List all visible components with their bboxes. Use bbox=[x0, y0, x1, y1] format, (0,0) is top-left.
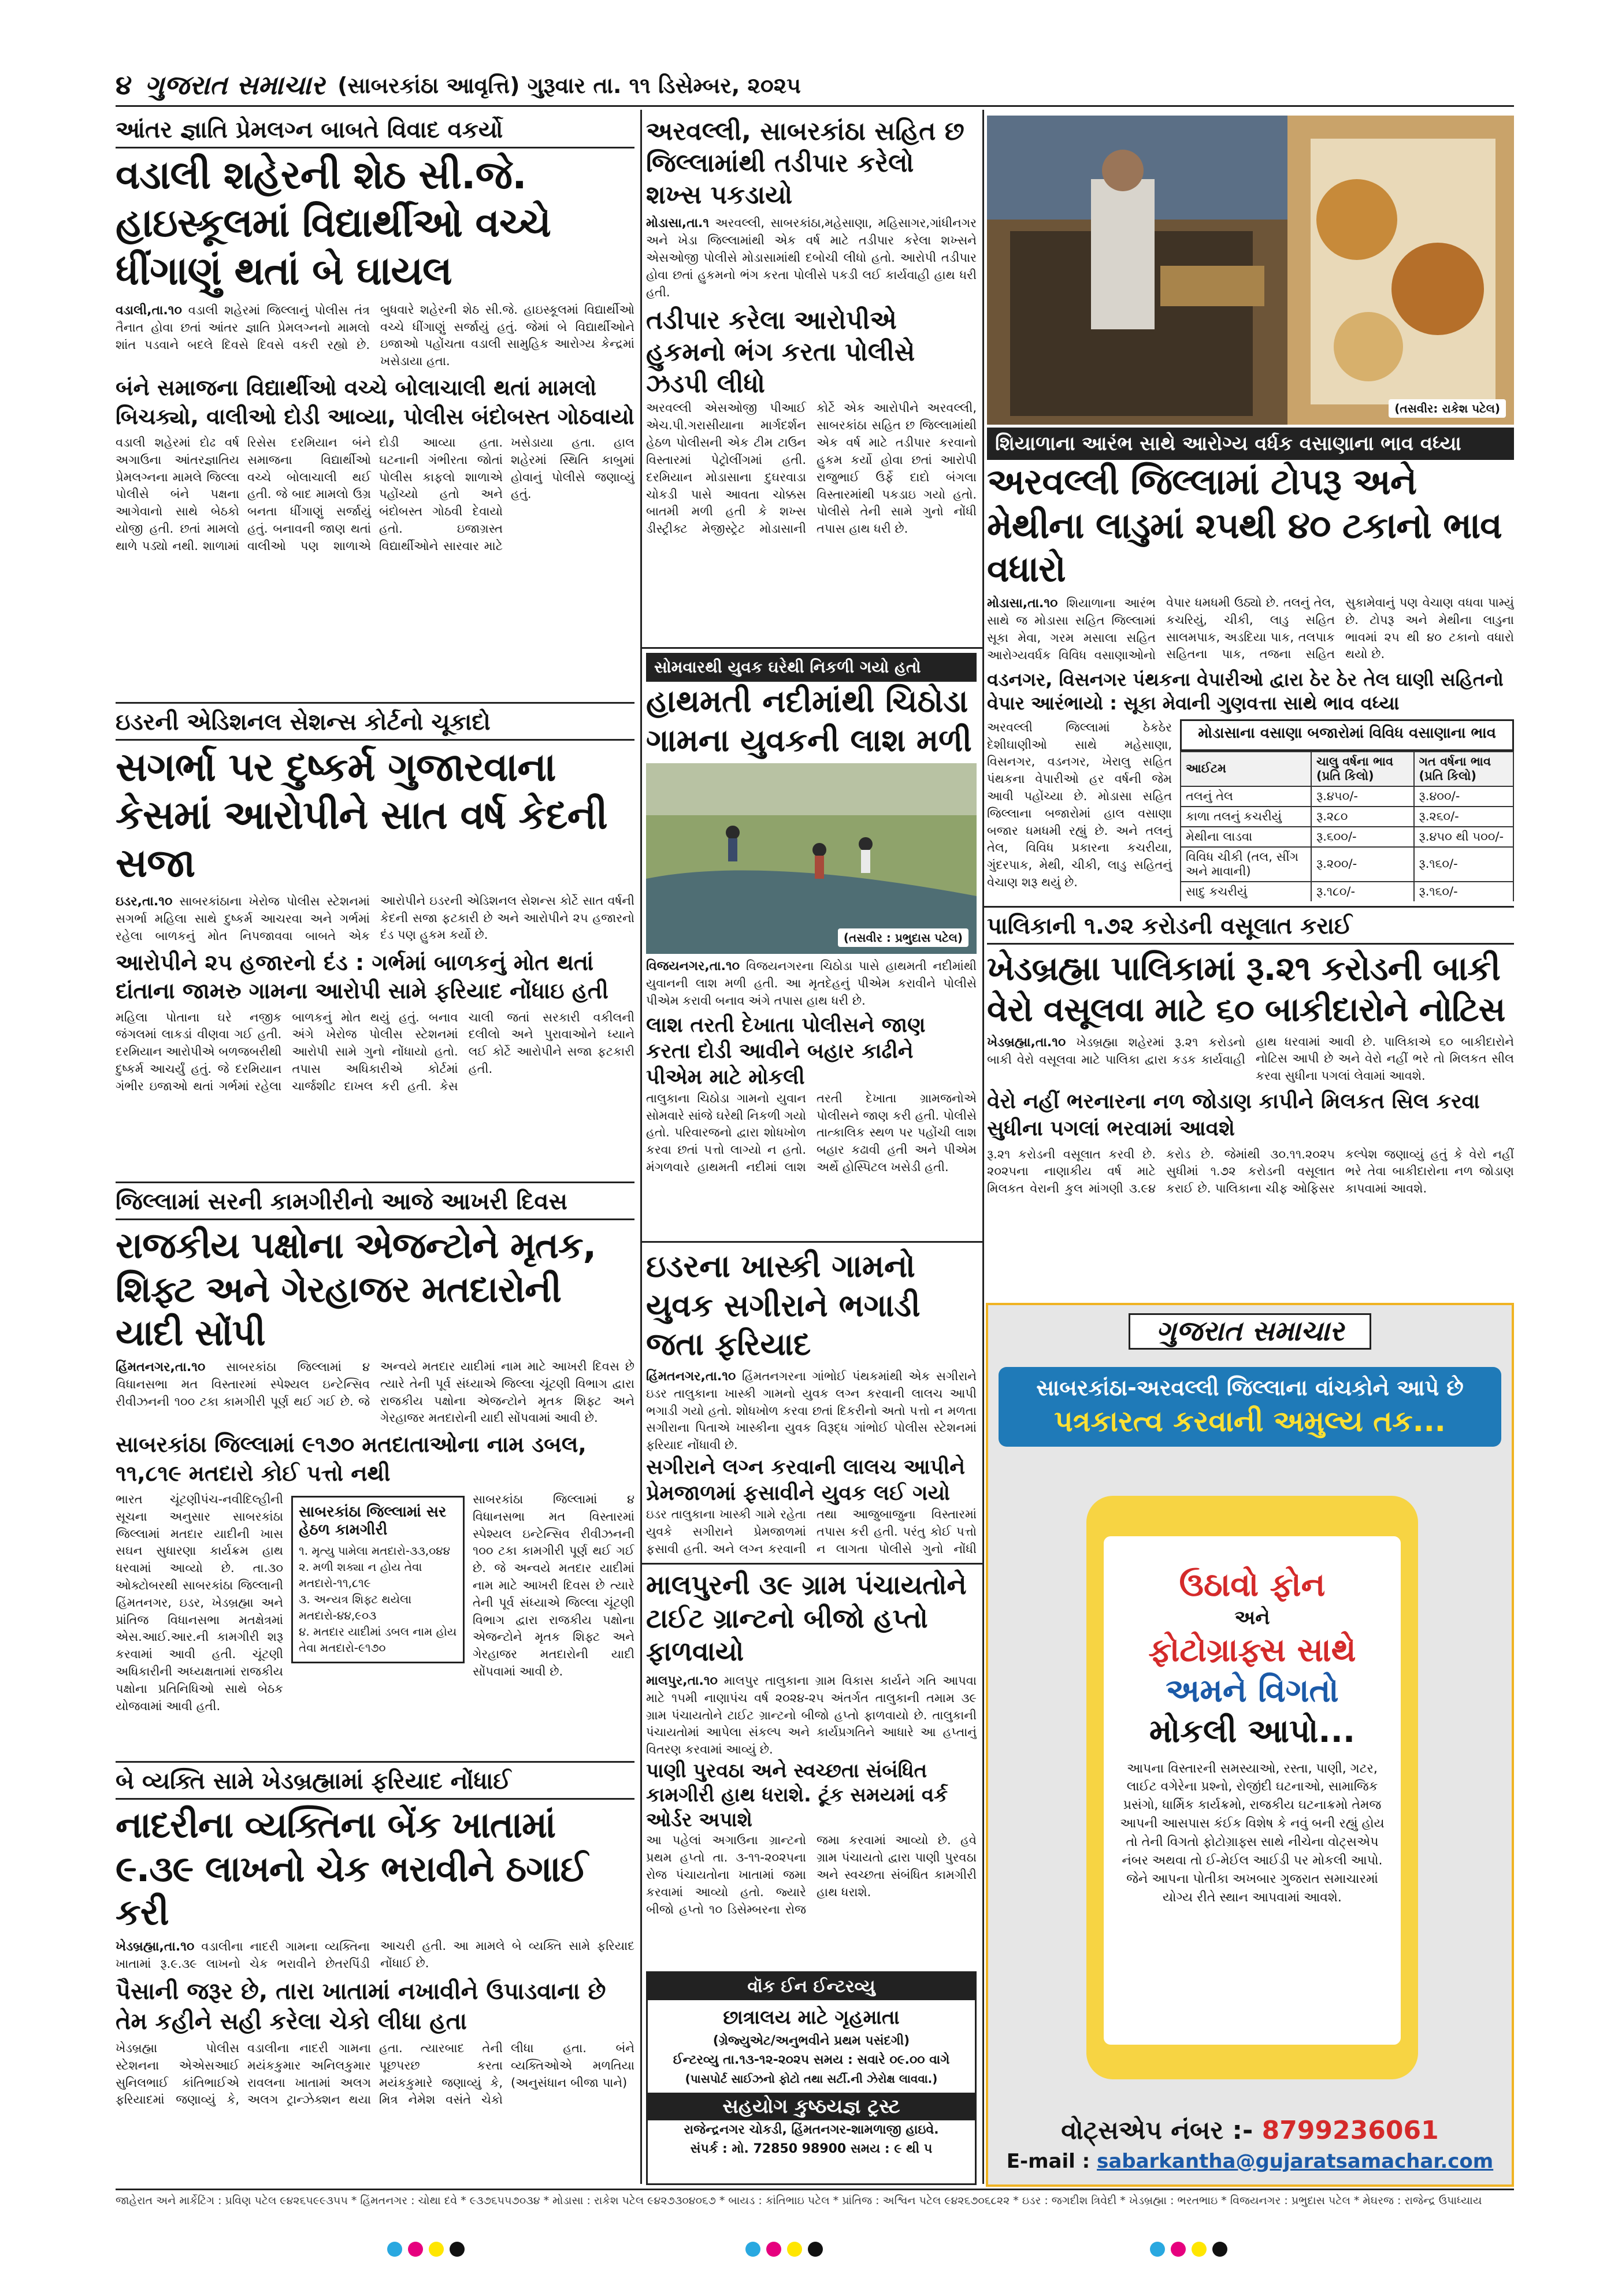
river-scene-image bbox=[646, 763, 977, 954]
promo-line1: સાબરકાંઠા-અરવલ્લી જિલ્લાના વાંચકોને આપે છે bbox=[1036, 1375, 1464, 1400]
story-lead-text: શિયાળાના આરંભ સાથે જ મોડાસા સહિત જિલ્લામાં સૂકા મેવા, ગરમ મસાલા સહિત આરોગ્યવર્ધક વિવિધ વસાણાઓનો વેપાર ધમધમી ઉઠ્યો છે. તલનું તેલ, કચરિયું, ચીકી, લાડુ સહિત સાલમપાક, અડદિયા પાક, તલપાક સહિતના પાક, તજના સહિત સુકામેવાનું પણ વેચાણ વધવા પામ્યું છે. ટોપરૂ અને મેથીના લાડુના ભાવમાં ૨૫ થી ૪૦ ટકાનો વધારો થયો છે. bbox=[987, 595, 1514, 662]
price-table-box bbox=[1180, 719, 1514, 901]
reporter-invite-promo bbox=[986, 1303, 1514, 2187]
promo-contact bbox=[988, 2116, 1512, 2173]
ad-post: છાત્રાલય માટે ગૃહમાતા bbox=[723, 2006, 900, 2029]
story-lead-text: અરવલ્લી, સાબરકાંઠા,મહેસાણા, મહિસાગર,ગાંધીનગર અને ખેડા જિલ્લામાંથી એક વર્ષ માટે તડીપાર કરેલા શખ્સને એસઓજી પોલીસે મોડાસામાંથી દબોચી લીધો હતો. આરોપી તડીપાર હોવા છતાં હુકમનો ભંગ કરતા પોલીસે પકડી લઈ કાર્યવાહી હાથ ધરી હતી. bbox=[646, 216, 977, 299]
story-kicker: ઇડરના ખાસ્કી ગામનો યુવક સગીરાને ભગાડી જતા ફરિયાદ bbox=[646, 1248, 921, 1362]
infobox-item: ૧. મૃત્યુ પામેલા મતદારો-૩૩,૦૪૪ bbox=[299, 1543, 450, 1558]
infobox-item: ૨. મળી શક્યા ન હોય તેવા મતદારો-૧૧,૮૧૯ bbox=[299, 1559, 422, 1590]
story-dateline: વિજયનગર,તા.૧૦ bbox=[646, 959, 740, 974]
story-body: અરવલ્લી એસઓજી પીઆઈ એચ.પી.ગરાસીયાના માર્ગદર્શન હેઠળ પોલીસની એક ટીમ ટાઉન વિસ્તારમાં પેટ્રોલીંગમાં હતી. દરમિયાન મોડાસાના દુઘરવાડા ચોકડી પાસે આવતા ચોક્કસ બાતમી મળી હતી કે શખ્સ ડીસ્ટ્રીક્ટ મેજીસ્ટ્રેટ મોડાસાની કોર્ટે એક આરોપીને અરવલ્લી, સાબરકાંઠા સહિત છ જિલ્લામાંથી એક વર્ષ માટે તડીપાર કરવાનો હુકમ કર્યો હોવા છતાં આરોપી રાજુભાઈ ઉર્ફે દાદો બંગલા વિસ્તારમાંથી પકડાઇ ગયો હતો. પોલીસે તેની સામે ગુનો નોંધી તપાસ હાથ ધરી છે. bbox=[646, 401, 977, 536]
story-lead-text: ખેડબ્રહ્મા શહેરમાં રૂ.૨૧ કરોડનો બાકી વેરો વસૂલવા માટે પાલિકા દ્વારા કડક કાર્યવાહી હાથ ધરવામાં આવી છે. પાલિકાએ ૬૦ બાકીદારોને નોટિસ આપી છે અને વેરો નહીં ભરે તો મિલકત સીલ કરવા સુધીના પગલાં લેવામાં આવશે. bbox=[987, 1034, 1514, 1083]
photo-vasana-market bbox=[987, 116, 1514, 425]
story-kicker: પાલિકાની ૧.૭૨ કરોડની વસૂલાત કરાઈ bbox=[987, 912, 1514, 945]
story-subhead: સાબરકાંઠા જિલ્લામાં ૯૧૭૦ મતદાતાઓના નામ ડબલ, ૧૧,૮૧૯ મતદારો કોઈ પત્તો નથી bbox=[116, 1432, 587, 1486]
page-number: ૪ bbox=[116, 69, 132, 101]
story-kidnapping-complaint bbox=[646, 1247, 977, 1559]
reg-dot-cyan bbox=[1150, 2242, 1165, 2257]
section-rule bbox=[116, 1761, 634, 1763]
story-vasana-prices bbox=[987, 428, 1514, 901]
story-subhead: વડનગર, વિસનગર પંથકના વેપારીઓ દ્વારા ઠેર ઠેર તેલ ઘાણી સહિતનો વેપાર આરંભાયો : સૂકા મેવાની ગુણવત્તા સાથે ભાવ વધ્યા bbox=[987, 668, 1504, 715]
story-dateline: હિંમતનગર,તા.૧૦ bbox=[116, 1359, 206, 1374]
story-dateline: હિંમતનગર,તા.૧૦ bbox=[646, 1369, 736, 1384]
price-previous: રૂ.૧૬૦/- bbox=[1414, 882, 1513, 901]
reg-dot-magenta bbox=[408, 2242, 423, 2257]
story-body: ખેડબ્રહ્મા પોલીસ સ્ટેશનના એએસઆઈ સુનિલભાઈ કાંતિભાઈએ ફરિયાદમાં જણાવ્યું કે, વડાલીના નાદરી ગામના મયંકકુમાર અનિલકુમાર રાવલના ખાતામાં અલગ અલગ ટ્રાન્ઝેક્શન થયા હતા. ત્યારબાદ તેની પૂછપરછ કરતા મયંકકુમારે જણાવ્યું કે, મિત્ર નેમેશ વસંતે ચેકો લીધા હતા. બંને વ્યક્તિઓએ મળતિયા (અનુસંધાન બીજા પાને) bbox=[116, 2041, 634, 2107]
reg-dot-black bbox=[450, 2242, 465, 2257]
story-body: ઇડર તાલુકાના ખાસ્કી ગામે રહેતા યુવકે સગીરાને પ્રેમજાળમાં ફસાવી હતી. અને લગ્ન કરવાની તથા આજુબાજુના વિસ્તારમાં તપાસ કરી હતી. પરંતુ કોઈ પત્તો ન લાગતા પોલીસે ગુનો નોંધી bbox=[646, 1507, 977, 1556]
story-kicker: ઇડરની એડિશનલ સેશન્સ કોર્ટનો ચૂકાદો bbox=[116, 708, 634, 741]
price-current: રૂ.૧૮૦/- bbox=[1311, 882, 1413, 901]
story-body-continued: સાબરકાંઠા જિલ્લામાં ૪ વિધાનસભા મત વિસ્તારમાં સ્પેશ્યલ ઇન્ટેન્સિવ રીવીઝનની ૧૦૦ ટકા કામગીરી પૂર્ણ થઈ ગઈ છે. જે અન્વયે મતદાર યાદીમાં નામ માટે આખરી દિવસ છે ત્યારે તેની પૂર્વ સંધ્યાએ જિલ્લા ચૂંટણી વિભાગ દ્વારા રાજકીય પક્ષોના એજન્ટોને મૃતક શિફ્ટ અને ગેરહાજર મતદારોની યાદી સોંપવામાં આવી છે. bbox=[473, 1492, 634, 1679]
story-body: વડાલી શહેરમાં દોઢ વર્ષ અગાઉના આંતરજ્ઞાતિય પ્રેમલગ્નના મામલે જિલ્લા પોલીસે બંને પક્ષના આગેવાનો સાથે બેઠકો યોજી હતી. છતાં મામલો થાળે પડ્યો નથી. શાળામાં રિસેસ દરમિયાન બંને સમાજના વિદ્યાર્થીઓ વચ્ચે બોલાચાલી થઈ હતી. જે બાદ મામલો ઉગ્ર બનતા ધીંગાણું સર્જાયું હતું. બનાવની જાણ થતાં વાલીઓ પણ શાળાએ દોડી આવ્યા હતા. ઘટનાની ગંભીરતા જોતાં પોલીસ કાફલો શાળાએ પહોંચ્યો હતો અને બંદોબસ્ત ગોઠવી દેવાયો હતો. ઇજાગ્રસ્ત વિદ્યાર્થીઓને સારવાર માટે ખસેડાયા હતા. હાલ શહેરમાં સ્થિતિ કાબુમાં હોવાનું પોલીસે જણાવ્યું હતું. bbox=[116, 435, 634, 553]
price-table bbox=[1180, 751, 1514, 901]
price-current: રૂ.૨૦૦/- bbox=[1311, 847, 1413, 882]
story-subhead: બંને સમાજના વિદ્યાર્થીઓ વચ્ચે બોલાચાલી થતાં મામલો બિચક્યો, વાલીઓ દોડી આવ્યા, પોલીસ બંદોબસ્ત ગોઠવાયો bbox=[116, 375, 634, 429]
story-dateline: ખેડબ્રહ્મા,તા.૧૦ bbox=[987, 1035, 1066, 1050]
price-item: વિવિધ ચીકી (તલ, સીંગ અને માવાની) bbox=[1181, 847, 1311, 882]
story-vadali-school-clash bbox=[116, 116, 634, 698]
screen-text: આપના વિસ્તારની સમસ્યાઓ, રસ્તા, પાણી, ગટર, લાઈટ વગેરેના પ્રશ્નો, રોજીંદી ઘટનાઓ, સામાજિક પ્રસંગો, ધાર્મિક કાર્યક્રમો, રાજકીય ઘટનાક્રમો તેમજ આપની આસપાસ કંઈક વિશેષ કે નવું બની રહ્યું હોય તો તેની વિગતો ફોટોગ્રાફ્સ સાથે નીચેના વોટ્સએપ નંબર અથવા તો ઈ-મેઈલ આઈડી પર મોકલી આપો. જેને આપના પોતીકા અખબાર ગુજરાત સમાચારમાં યોગ્ય રીતે સ્થાન આપવામાં આવશે. bbox=[1120, 1761, 1385, 1905]
screen-line2: ફોટોગ્રાફ્સ સાથે bbox=[1148, 1631, 1356, 1669]
infobox-item: ૪. મતદાર યાદીમાં ડબલ નામ હોય તેવા મતદારો-૯૧૭૦ bbox=[299, 1624, 457, 1655]
story-body-row bbox=[987, 719, 1514, 901]
infobox-title: સાબરકાંઠા જિલ્લામાં સર હેઠળ કામગીરી bbox=[299, 1503, 447, 1539]
price-current: રૂ.૪૫૦/- bbox=[1311, 786, 1413, 807]
story-body: ભારત ચૂંટણીપંચ-નવીદિલ્હીની સૂચના અનુસાર સાબરકાંઠા જિલ્લામાં મતદાર યાદીની ખાસ સઘન સુધારણા કાર્યક્રમ હાથ ધરવામાં આવ્યો છે. તા.૩૦ ઓક્ટોબરથી સાબરકાંઠા જિલ્લાની હિંમતનગર, ઇડર, ખેડબ્રહ્મા અને પ્રાંતિજ વિધાનસભા મતક્ષેત્રમાં એસ.આઈ.આર.ની કામગીરી શરૂ કરવામાં આવી હતી. ચૂંટણી અધિકારીની અધ્યક્ષતામાં રાજકીય પક્ષોના પ્રતિનિધિઓ સાથે બેઠક યોજવામાં આવી હતી. bbox=[116, 1492, 283, 1713]
reg-dot-magenta bbox=[766, 2242, 781, 2257]
story-body: અરવલ્લી જિલ્લામાં ઠેકઠેર દેશીઘાણીઓ સાથે મહેસાણા, વિસનગર, વડનગર, ખેરાલુ સહિત પંથકના વેપારીઓ હર વર્ષની જેમ આવી પહોંચ્યા છે. મોડાસા સહિત જિલ્લાના બજારોમાં હાલ વસાણા બજાર ધમધમી રહ્યું છે. અને તલનું તેલ, વિવિધ પ્રકારના કચરીયા, ગુંદરપાક, મેથી, ચીકી, લાડુ સહિતનું વેચાણ શરૂ થયું છે. bbox=[987, 720, 1172, 890]
reg-dot-cyan bbox=[745, 2242, 760, 2257]
edition-date: (સાબરકાંઠા આવૃત્તિ) ગુરૂવાર તા. ૧૧ ડિસેમ્બર, ૨૦૨૫ bbox=[337, 72, 801, 98]
story-kicker: આંતર જ્ઞાતિ પ્રેમલગ્ન બાબતે વિવાદ વકર્યો bbox=[116, 116, 634, 148]
story-lead bbox=[116, 1358, 634, 1427]
reg-dot-magenta bbox=[1171, 2242, 1186, 2257]
phone-screen bbox=[1104, 1536, 1401, 2045]
price-item: સાદુ કચરીયું bbox=[1181, 882, 1311, 901]
story-headline: નાદરીના વ્યક્તિના બેંક ખાતામાં ૯.૩૯ લાખનો ચેક ભરાવીને ઠગાઈ કરી bbox=[116, 1804, 588, 1934]
story-subhead: પાણી પુરવઠા અને સ્વચ્છતા સંબંધિત કામગીરી હાથ ધરાશે. ટૂંક સમયમાં વર્ક ઓર્ડર અપાશે bbox=[646, 1759, 948, 1831]
promo-banner bbox=[999, 1367, 1501, 1447]
story-lead bbox=[987, 1034, 1514, 1085]
vasana-market-image bbox=[987, 116, 1514, 425]
story-headline: અરવલ્લી જિલ્લામાં ટોપરૂ અને મેથીના લાડુમાં ૨૫થી ૪૦ ટકાનો ભાવ વધારો bbox=[987, 460, 1502, 590]
story-lead bbox=[646, 957, 977, 1010]
story-subhead: સગીરાને લગ્ન કરવાની લાલચ આપીને પ્રેમજાળમાં ફસાવીને યુવક લઈ ગયો bbox=[646, 1455, 966, 1505]
section-rule bbox=[116, 702, 634, 704]
section-rule bbox=[982, 906, 1514, 908]
story-subhead: તડીપાર કરેલા આરોપીએ હુકમનો ભંગ કરતા પોલીસે ઝડપી લીધો bbox=[646, 306, 915, 399]
story-dateline: ખેડબ્રહ્મા,તા.૧૦ bbox=[116, 1939, 195, 1954]
story-subhead: વેરો નહીં ભરનારના નળ જોડાણ કાપીને મિલકત સિલ કરવા સુધીના પગલાં ભરવામાં આવશે bbox=[987, 1089, 1480, 1140]
sir-infobox bbox=[291, 1496, 465, 1663]
photo-river bbox=[646, 763, 977, 954]
story-lead bbox=[646, 1368, 977, 1454]
story-headline: રાજકીય પક્ષોના એજન્ટોને મૃતક, શિફ્ટ અને ગેરહાજર મતદારોની યાદી સોંપી bbox=[116, 1224, 596, 1354]
column-divider bbox=[982, 110, 984, 2184]
ad-address: રાજેન્દ્રનગર ચોકડી, હિંમતનગર-શામળાજી હાઇવે. bbox=[684, 2123, 939, 2137]
reg-dot-yellow bbox=[429, 2242, 444, 2257]
story-cheque-fraud bbox=[116, 1767, 634, 2186]
story-lead-text: માલપુર તાલુકાના ગ્રામ વિકાસ કાર્યને ગતિ આપવા માટે ૧૫મી નાણાપંચ વર્ષ ૨૦૨૪-૨૫ અંતર્ગત તાલુકાની તમામ ૩૯ ગ્રામ પંચાયતોને ટાઈટ ગ્રાન્ટનો બીજો હપ્તો ફાળવાયો છે. તાલુકાની પંચાયતોમાં આપેલા સંકલ્પ અને કાર્યપ્રગતિને આધારે આ હપ્તાનું વિતરણ કરવામાં આવ્યું છે. bbox=[646, 1673, 977, 1757]
story-lead-text: વડાલી શહેરમાં જિલ્લાનું પોલીસ તંત્ર તૈનાત હોવા છતાં આંતર જ્ઞાતિ પ્રેમલગ્નનો મામલો શાંત પડવાને બદલે દિવસે દિવસે વકરી રહ્યો છે. બુધવારે શહેરની શેઠ સી.જે. હાઇસ્કૂલમાં વિદ્યાર્થીઓ વચ્ચે ધીંગાણું સર્જાયું હતું. જેમાં બે વિદ્યાર્થીઓને ઇજાઓ પહોંચતા વડાલી સામુહિક આરોગ્ય કેન્દ્રમાં ખસેડાયા હતા. bbox=[116, 302, 634, 369]
story-lead-text: વડાલીના નાદરી ગામના વ્યક્તિના ખાતામાં રૂ.૯.૩૯ લાખનો ચેક ભરાવીને છેતરપિંડી આચરી હતી. આ મામલે બે વ્યક્તિ સામે ફરિયાદ નોંધાઈ છે. bbox=[116, 1938, 634, 1971]
story-dateline: મોડાસા,તા.૧૦ bbox=[987, 596, 1058, 611]
email-address[interactable]: sabarkantha@gujaratsamachar.com bbox=[1097, 2150, 1494, 2173]
ad-docs: (પાસપોર્ટ સાઈઝનો ફોટો તથા સર્ટી.ની ઝેરોક્ષ લાવવા.) bbox=[685, 2072, 938, 2086]
story-kicker: સોમવારથી યુવક ઘરેથી નિકળી ગયો હતો bbox=[646, 653, 977, 682]
story-body: તાલુકાના ચિઠોડા ગામનો યુવાન સોમવારે સાંજે ઘરેથી નિકળી ગયો હતો. પરિવારજનો દ્વારા શોધખોળ કરવા છતાં પત્તો લાગ્યો ન હતો. મંગળવારે હાથમતી નદીમાં લાશ તરતી દેખાતા ગ્રામજનોએ પોલીસને જાણ કરી હતી. પોલીસે તાત્કાલિક સ્થળ પર પહોંચી લાશ બહાર કઢાવી હતી અને પીએમ અર્થે હોસ્પિટલ ખસેડી હતી. bbox=[646, 1091, 977, 1175]
story-body-row bbox=[116, 1491, 634, 1715]
story-subhead: આરોપીને ૨૫ હજારનો દંડ : ગર્ભમાં બાળકનું મોત થતાં દાંતાના જામરુ ગામના આરોપી સામે ફરિયાદ નોંધાઇ હતી bbox=[116, 949, 608, 1004]
story-body: આ પહેલાં અગાઉના ગ્રાન્ટનો પ્રથમ હપ્તો તા. ૩-૧૧-૨૦૨૫ના રોજ પંચાયતોના ખાતામાં જમા કરવામાં આવ્યો હતો. જ્યારે બીજો હપ્તો ૧૦ ડિસેમ્બરના રોજ જમા કરવામાં આવ્યો છે. હવે ગ્રામ પંચાયતો દ્વારા પાણી પુરવઠા અને સ્વચ્છતા સંબંધિત કામગીરી હાથ ધરાશે. bbox=[646, 1833, 977, 1916]
story-kicker: જિલ્લામાં સરની કામગીરીનો આજે આખરી દિવસ bbox=[116, 1187, 634, 1220]
price-item: મેથીના લાડવા bbox=[1181, 827, 1311, 847]
page-footer: જાહેરાત અને માર્કેટિંગ : પ્રવિણ પટેલ ૯૪૨૬૫૯૯૩૫૫ * હિંમતનગર : ચોથા દવે * ૯૩૭૬૫૫૭૦૩૪ * મોડાસા : રાકેશ પટેલ ૯૪૨૭૩૦૪૦૬૭ * બાયડ : કાંતિભાઇ પટેલ * પ્રાંતિજ : અશ્વિન પટેલ ૯૪૨૬૭૦૬૮૨૨ * ઇડર : જગદીશ ત્રિવેદી * ખેડબ્રહ્મા : ભરતભાઇ * વિજયનગર : પ્રભુદાસ પટેલ * મેઘરજ : રાજેન્દ્ર ઉપાધ્યાય bbox=[116, 2189, 1514, 2216]
phone-illustration bbox=[1086, 1496, 1418, 2079]
promo-logo: ગુજરાત સમાચાર bbox=[1129, 1313, 1371, 1350]
price-current: રૂ.૨૮૦ bbox=[1311, 807, 1413, 827]
print-registration-marks bbox=[0, 2242, 1618, 2265]
story-body: રૂ.૨૧ કરોડની વસૂલાત કરવી છે. ૨૦૨૫ના નાણાકીય વર્ષ માટે મિલકત વેરાની કુલ માંગણી ૩.૯૪ કરોડ છે. જેમાંથી ૩૦.૧૧.૨૦૨૫ સુધીમાં ૧.૭૨ કરોડની વસૂલાત કરાઈ છે. પાલિકાના ચીફ ઓફિસર કલ્પેશ જણાવ્યું હતું કે વેરો નહીં ભરે તેવા બાકીદારોના નળ જોડાણ કાપવામાં આવશે. bbox=[987, 1147, 1514, 1196]
whatsapp-number[interactable]: 8799236061 bbox=[1261, 2116, 1439, 2145]
reg-dot-yellow bbox=[787, 2242, 802, 2257]
email-label: E-mail : bbox=[1006, 2150, 1090, 2173]
price-table-row bbox=[1181, 827, 1513, 847]
price-previous: રૂ.૪૦૦/- bbox=[1414, 786, 1513, 807]
ad-org: સહયોગ કુષ્ઠયજ્ઞ ટ્રસ્ટ bbox=[648, 2093, 975, 2120]
story-dateline: વડાલી,તા.૧૦ bbox=[116, 303, 182, 318]
story-lead-text: વિજયનગરના ચિઠોડા પાસે હાથમતી નદીમાંથી યુવાનની લાશ મળી હતી. આ મૃતદેહનું પીએમ કરાવીને પોલીસે પીએમ કરાવી બનાવ અંગે તપાસ હાથ ધરી છે. bbox=[646, 959, 977, 1008]
price-table-header: આઈટમ bbox=[1181, 752, 1311, 786]
promo-line2: પત્રકારત્વ કરવાની અમુલ્ય તક... bbox=[1054, 1405, 1446, 1438]
story-lead bbox=[987, 595, 1514, 664]
email-line bbox=[988, 2150, 1512, 2173]
price-previous: રૂ.૪૫૦ થી ૫૦૦/- bbox=[1414, 827, 1513, 847]
story-tadipar-arrest bbox=[646, 116, 977, 644]
story-headline: વડાલી શહેરની શેઠ સી.જે. હાઇસ્કૂલમાં વિદ્યાર્થીઓ વચ્ચે ધીંગાણું થતાં બે ઘાયલ bbox=[116, 153, 551, 294]
screen-line1: ઉઠાવો ફોન bbox=[1179, 1566, 1326, 1604]
story-ider-court-verdict bbox=[116, 708, 634, 1177]
column-divider bbox=[640, 110, 642, 2184]
section-rule bbox=[640, 1241, 982, 1243]
price-table-title: મોડાસાના વસાણા બજારોમાં વિવિધ વસાણાના ભાવ bbox=[1198, 724, 1496, 742]
photo-caption: (તસવીર: રાકેશ પટેલ) bbox=[1389, 399, 1506, 418]
page-header bbox=[116, 68, 1514, 103]
ad-time: ઈન્ટરવ્યુ તા.૧૩-૧૨-૨૦૨૫ સમય : સવારે ૦૯.૦૦ વાગે bbox=[673, 2053, 950, 2067]
price-table-header-row bbox=[1181, 752, 1513, 786]
price-table-row bbox=[1181, 807, 1513, 827]
story-dateline: માલપુર,તા.૧૦ bbox=[646, 1673, 718, 1688]
section-rule bbox=[116, 1182, 634, 1183]
reg-dot-black bbox=[1212, 2242, 1227, 2257]
story-lead-text: હિંમતનગરના ગાંભોઈ પંથકમાંથી એક સગીરાને ઇડર તાલુકાના ખાસ્કી ગામનો યુવક લગ્ન કરવાની લાલચ આપી ભગાડી ગયો હતો. શોધખોળ કરવા છતાં દિકરીનો અતો પત્તો ન મળતા સગીરાના પિતાએ ખાસ્કીના યુવક વિરૂદ્ધ ગાંભોઈ પોલીસ સ્ટેશનમાં ફરિયાદ નોંધાવી છે. bbox=[646, 1369, 977, 1452]
infobox-item: ૩. અન્યત્ર શિફ્ટ થયેલા મતદારો-૪૪,૯૦૩ bbox=[299, 1592, 412, 1622]
story-lead bbox=[116, 1938, 634, 1973]
story-lead bbox=[116, 893, 634, 945]
ad-qualification: (ગ્રેજ્યુએટ/અનુભવીને પ્રથમ પસંદગી) bbox=[712, 2034, 910, 2048]
price-item: તલનું તેલ bbox=[1181, 786, 1311, 807]
whatsapp-label: વોટ્સએપ નંબર :- bbox=[1061, 2116, 1253, 2145]
reg-dot-cyan bbox=[387, 2242, 402, 2257]
price-table-header: ચાલુ વર્ષના ભાવ (પ્રતિ કિલો) bbox=[1311, 752, 1413, 786]
price-item: કાળા તલનું કચરીયું bbox=[1181, 807, 1311, 827]
story-kicker: માલપુરની ૩૯ ગ્રામ પંચાયતોને ટાઈટ ગ્રાન્ટનો બીજો હપ્તો ફાળવાયો bbox=[646, 1569, 967, 1667]
sir-infobox-wrap bbox=[291, 1491, 465, 1715]
screen-and: અને bbox=[1234, 1606, 1270, 1629]
price-previous: રૂ.૧૬૦/- bbox=[1414, 847, 1513, 882]
story-lead bbox=[646, 214, 977, 301]
story-kicker: બે વ્યક્તિ સામે ખેડબ્રહ્મામાં ફરિયાદ નોંધાઈ bbox=[116, 1767, 634, 1800]
price-previous: રૂ.૨૬૦/- bbox=[1414, 807, 1513, 827]
ad-title: વૉક ઈન ઈન્ટરવ્યુ bbox=[648, 1973, 975, 2000]
story-lead-text: સાબરકાંઠાના ખેરોજ પોલીસ સ્ટેશનમાં સગર્ભા મહિલા સાથે દુષ્કર્મ આચરવા અને ગર્ભમાં રહેલા બાળકનું મોત નિપજાવવા બાબતે એક આરોપીને ઇડરની એડિશનલ સેશન્સ કોર્ટે સાત વર્ષની કેદની સજા ફટકારી છે અને આરોપીને ૨૫ હજારનો દંડ પણ હુકમ કર્યો છે. bbox=[116, 893, 634, 943]
story-dateline: ઇડર,તા.૧૦ bbox=[116, 894, 173, 909]
story-kicker: અરવલ્લી, સાબરકાંઠા સહિત છ જિલ્લામાંથી તડીપાર કરેલો શખ્સ પકડાયો bbox=[646, 117, 964, 210]
section-rule bbox=[640, 1563, 982, 1565]
story-malpur-grant bbox=[646, 1569, 977, 1967]
story-lead bbox=[116, 302, 634, 370]
story-hathmati-river-body bbox=[646, 653, 977, 1236]
story-dateline: મોડાસા,તા.૧ bbox=[646, 216, 710, 231]
story-khedbrahma-tax-notice bbox=[987, 912, 1514, 1297]
walk-in-interview-ad bbox=[646, 1971, 977, 2185]
story-lead bbox=[646, 1672, 977, 1759]
ad-contact: સંપર્ક : મો. 72850 98900 સમય : ૯ થી ૫ bbox=[690, 2142, 933, 2156]
price-table-title-box bbox=[1180, 719, 1514, 751]
price-current: રૂ.૬૦૦/- bbox=[1311, 827, 1413, 847]
photo-caption: (તસવીર : પ્રભુદાસ પટેલ) bbox=[838, 928, 968, 947]
story-subhead: પૈસાની જરૂર છે, તારા ખાતામાં નખાવીને ઉપાડવાના છે તેમ કહીને સહી કરેલા ચેકો લીધા હતા bbox=[116, 1978, 606, 2035]
story-sir-voter-list bbox=[116, 1187, 634, 1756]
screen-line4: મોકલી આપો... bbox=[1149, 1712, 1356, 1750]
story-headline: સગર્ભા પર દુષ્કર્મ ગુજારવાના કેસમાં આરોપીને સાત વર્ષ કેદની સજા bbox=[116, 745, 607, 886]
price-table-row bbox=[1181, 786, 1513, 807]
story-headline: હાથમતી નદીમાંથી ચિઠોડા ગામના યુવકની લાશ મળી bbox=[646, 683, 972, 759]
header-rule bbox=[116, 105, 1514, 107]
price-table-row bbox=[1181, 882, 1513, 901]
story-subhead: લાશ તરતી દેખાતા પોલીસને જાણ કરતા દોડી આવીને બહાર કાઢીને પીએમ માટે મોકલી bbox=[646, 1013, 926, 1089]
story-headline: ખેડબ્રહ્મા પાલિકામાં રૂ.૨૧ કરોડની બાકી વેરો વસૂલવા માટે ૬૦ બાકીદારોને નોટિસ bbox=[987, 949, 1505, 1029]
story-kicker: શિયાળાના આરંભ સાથે આરોગ્ય વર્ધક વસાણાના ભાવ વધ્યા bbox=[987, 428, 1514, 460]
reg-dot-yellow bbox=[1192, 2242, 1207, 2257]
story-lead-text: સાબરકાંઠા જિલ્લામાં ૪ વિધાનસભા મત વિસ્તારમાં સ્પેશ્યલ ઇન્ટેન્સિવ રીવીઝનની ૧૦૦ ટકા કામગીરી પૂર્ણ થઈ ગઈ છે. જે અન્વયે મતદાર યાદીમાં નામ માટે આખરી દિવસ છે ત્યારે તેની પૂર્વ સંધ્યાએ જિલ્લા ચૂંટણી વિભાગ દ્વારા રાજકીય પક્ષોના એજન્ટોને મૃતક શિફ્ટ અને ગેરહાજર મતદારોની યાદી સોંપવામાં આવી છે. bbox=[116, 1359, 634, 1425]
price-table-row bbox=[1181, 847, 1513, 882]
story-body: મહિલા પોતાના ઘરે નજીક જંગલમાં લાકડાં વીણવા ગઈ હતી. દરમિયાન આરોપીએ બળજબરીથી દુષ્કર્મ આચર્યું હતું. જે દરમિયાન ગંભીર ઇજાઓ થતાં ગર્ભમાં રહેલા બાળકનું મોત થયું હતું. બનાવ અંગે ખેરોજ પોલીસ સ્ટેશનમાં આરોપી સામે ગુનો નોંધાયો હતો. તપાસ અધિકારીએ કોર્ટમાં ચાર્જશીટ દાખલ કરી હતી. કેસ ચાલી જતાં સરકારી વકીલની દલીલો અને પુરાવાઓને ધ્યાને લઈ કોર્ટે આરોપીને સજા ફટકારી હતી. bbox=[116, 1010, 634, 1093]
price-table-header: ગત વર્ષના ભાવ (પ્રતિ કિલો) bbox=[1414, 752, 1513, 786]
section-rule bbox=[640, 647, 982, 649]
whatsapp-line bbox=[988, 2116, 1512, 2145]
screen-line3: અમને વિગતો bbox=[1166, 1671, 1339, 1710]
paper-name: ગુજરાત સમાચાર bbox=[144, 69, 325, 101]
reg-dot-black bbox=[808, 2242, 823, 2257]
